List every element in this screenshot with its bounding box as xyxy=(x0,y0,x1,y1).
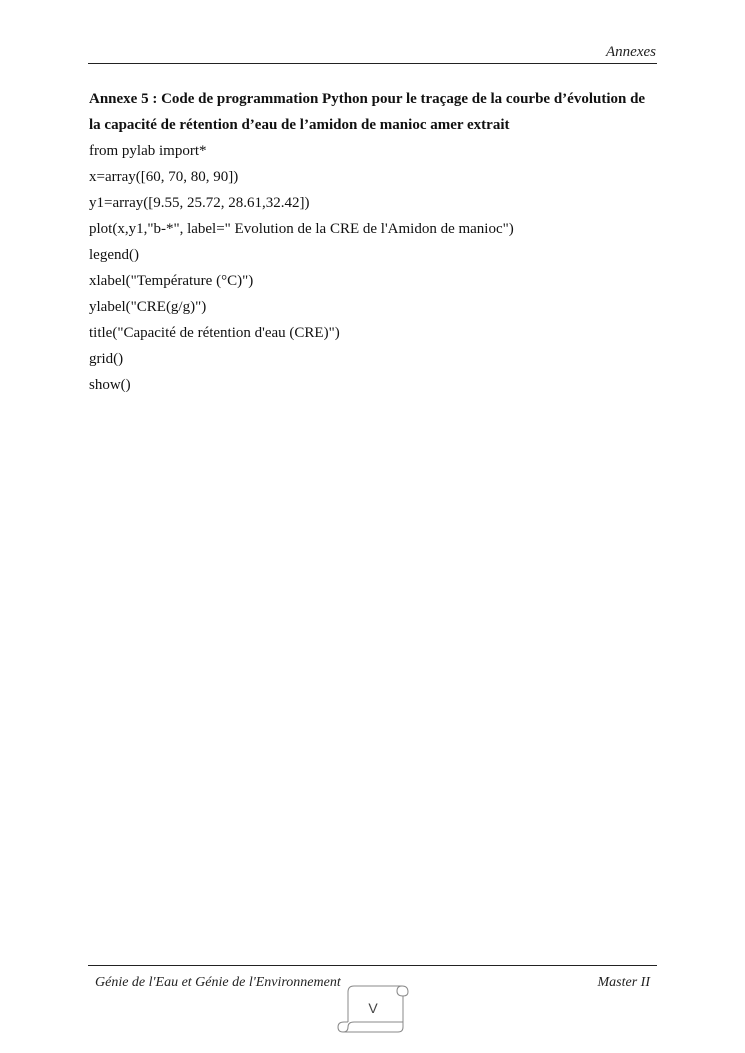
code-line: show() xyxy=(89,377,131,393)
code-line: from pylab import* xyxy=(89,143,207,159)
code-line: plot(x,y1,"b-*", label=" Evolution de la CRE de l'Amidon de manioc") xyxy=(89,221,514,237)
page-number: V xyxy=(368,1000,378,1016)
header-divider xyxy=(88,63,657,64)
footer-divider xyxy=(88,965,657,966)
code-line: x=array([60, 70, 80, 90]) xyxy=(89,169,239,185)
running-header: Annexes xyxy=(606,44,656,60)
annex-title-line-2: la capacité de rétention d’eau de l’amidon de manioc amer extrait xyxy=(89,117,510,133)
code-line: xlabel("Température (°C)") xyxy=(89,273,254,289)
code-line: legend() xyxy=(89,247,139,263)
footer-degree: Master II xyxy=(597,975,650,990)
code-line: title("Capacité de rétention d'eau (CRE)") xyxy=(89,325,340,341)
code-line: y1=array([9.55, 25.72, 28.61,32.42]) xyxy=(89,195,310,211)
annex-content xyxy=(89,86,659,398)
footer-department: Génie de l'Eau et Génie de l'Environnement xyxy=(95,975,341,990)
page-number-badge xyxy=(336,982,410,1034)
annex-title-line-1: Annexe 5 : Code de programmation Python pour le traçage de la courbe d’évolution de xyxy=(89,91,646,107)
code-line: ylabel("CRE(g/g)") xyxy=(89,299,207,315)
code-line: grid() xyxy=(89,351,124,367)
